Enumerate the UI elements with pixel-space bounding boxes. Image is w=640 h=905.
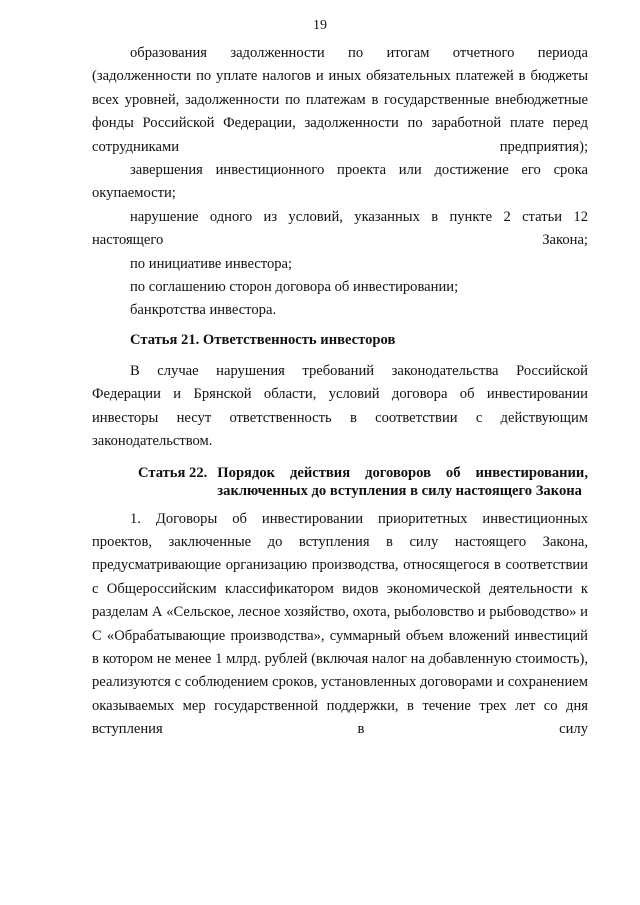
text-line: настоящего Закона; [92,232,588,249]
document-body [92,42,588,742]
article-22-heading [92,464,588,500]
list-item-investor-initiative [92,253,588,276]
article-21-body [92,360,588,454]
list-item-project-completion [92,159,588,206]
text-line: проектов, заключенные до вступления в силу настоящего Закона, [92,533,588,550]
heading-line: Закона [535,482,582,499]
text-line: внебюджетные фонды Российской Федерации, задолженности по заработной [92,91,588,132]
text-line: плате перед сотрудниками предприятия); [92,115,588,155]
text-line: деятельности к разделам А «Сельское, лесное хозяйство, охота, рыболовство [92,580,588,621]
text-line: В случае нарушения требований законодательства Российской [130,362,588,379]
heading-line: заключенных до вступления в силу настоящего [217,482,533,499]
text-line: установленных договорами и сохранением оказываемых мер [92,674,588,714]
text-line: государственной поддержки, в течение трех лет со дня вступления в силу [92,697,588,738]
text-line: образования задолженности по итогам отчетного периода [130,45,588,61]
text-line: окупаемости; [92,185,176,202]
text-line: 1. Договоры об инвестировании приоритетных инвестиционных [130,510,588,527]
list-item-arrears [92,42,588,159]
list-item-bankruptcy [92,299,588,322]
text-line: (задолженности по уплате налогов и иных обязательных платежей в [92,68,526,85]
text-line: инвесторы несут ответственность в соответствии с действующим [92,409,588,426]
text-line: вложений инвестиций в котором не менее 1 млрд. рублей (включая налог на [92,627,588,667]
article-22-clause-1 [92,508,588,742]
article-22-label: Статья 22. [138,464,208,481]
page-number: 19 [313,18,327,33]
list-item-condition-breach [92,206,588,253]
text-line: законодательством. [92,433,213,450]
text-line: банкротства инвестора. [130,302,277,319]
text-line: добавленную стоимость), реализуются с соблюдением сроков, [92,650,588,691]
list-item-mutual-agreement [92,276,588,299]
article-22-title [217,464,588,500]
article-21-heading: Статья 21. Ответственность инвесторов [130,331,396,348]
text-line: Федерации и Брянской области, условий договора об инвестировании [92,386,588,403]
text-line: по соглашению сторон договора об инвестировании; [130,279,459,296]
heading-line: Порядок действия договоров об инвестировании, [217,464,588,481]
text-line: соответствии с Общероссийским классификатором видов экономической [92,557,588,597]
text-line: предусматривающие организацию производства, относящегося в [92,557,501,574]
text-line: бюджеты всех уровней, задолженности по платежам в государственные [92,68,588,108]
text-line: завершения инвестиционного проекта или достижение его срока [130,162,588,179]
text-line: по инициативе инвестора; [130,255,293,272]
text-line: и рыбоводство» и С «Обрабатывающие производства», суммарный объем [92,604,588,644]
text-line: нарушение одного из условий, указанных в пункте 2 статьи 12 [130,208,588,225]
